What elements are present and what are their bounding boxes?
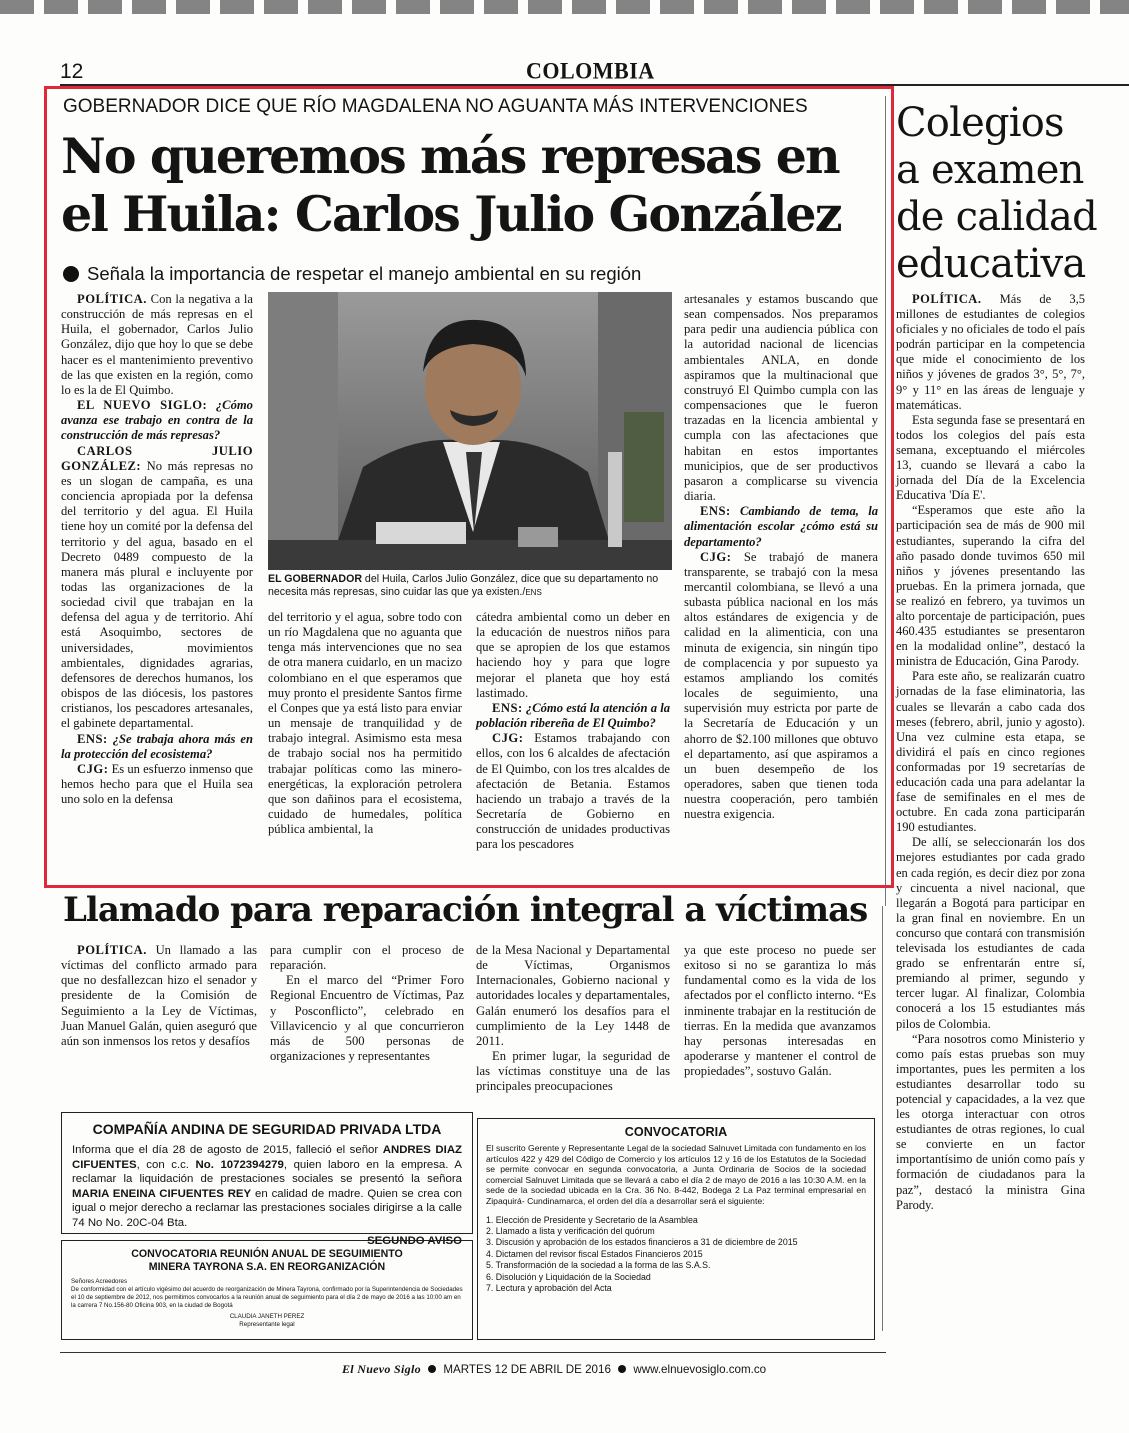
- page-footer: [342, 1362, 766, 1377]
- newspaper-logo: El Nuevo Siglo: [342, 1362, 421, 1376]
- question-text: ¿Cómo está la atención a la población ribereña de El Quimbo?: [476, 700, 670, 731]
- answer-speaker: CJG:: [77, 761, 109, 776]
- notice-title: CONVOCATORIA REUNIÓN ANUAL DE SEGUIMIENTO MINERA TAYRONA S.A. EN REORGANIZACIÓN: [131, 1248, 403, 1273]
- photo-portrait-icon: [268, 292, 672, 570]
- article-column-3: cátedra ambiental como un deber en la educación de nuestros niños para que se apropien de los que estamos haciendo hoy y para que logre mejorar el planeta que hoy está lastimado. ENS: ¿Cómo está la atención a la población ribereña de El Quimbo? CJG: Estamos trabajando con ellos, con los 6 alcaldes de afectación de El Quimbo, con los tres alcaldes de afectación de Betania. Estamos haciendo un trabajo a través de la Secretaría de Gobierno en construcción de unidades productivas para los pescadores: [476, 610, 670, 852]
- notice-signature: CLAUDIA JANETH PEREZ Representante legal: [229, 1313, 305, 1328]
- section-name: COLOMBIA: [526, 57, 655, 84]
- legal-notice-minera-tayrona: [61, 1240, 473, 1340]
- second-article-column-1: POLÍTICA. Un llamado a las víctimas del conflicto armado para que no desfallezcan hizo el senador y presidente de la Comisión de Seguimiento a la Ley de Víctimas, Juan Manuel Galán, quien aseguró que aún son inmensos los retos y desafíos: [61, 943, 257, 1048]
- list-item: 3. Discusión y aprobación de los estados financieros a 31 de diciembre de 2015: [486, 1237, 798, 1248]
- notice-greeting: Señores Acreedores: [71, 1278, 128, 1285]
- photo-caption: EL GOBERNADOR del Huila, Carlos Julio González, dice que su departamento no necesita más represas, sino cuidar las que ya existen./ENS: [268, 573, 659, 598]
- second-article-column-4: ya que este proceso no puede ser exitoso si no se garantiza lo más fundamental como es la vida de los afectados por el conflicto interno. “Es inminente trabajar en la restitución de tierras. En la medida que avanzamos hay personas interesadas en apoderarse y mantener el control de propiedades”, sostuvo Galán.: [684, 943, 876, 1079]
- notice-body: El suscrito Gerente y Representante Legal de la sociedad Salnuvet Limitada con fundamento en los artículos 422 y 429 del Código de Comercio y los artículos 12 y 16 de los Estatutos de la Sociedad se permite convocar en segunda convocatoria, a Junta Ordinaria de Socios de la sociedad comercial Salnuvet Limitada que se llevará a cabo el día 2 de mayo de 2016 a las 10:30 A.M. en la sede de la sociedad ubicada en la Cra. 36 No. 8-442, Bodega 2 La Paz terminal empresarial en Zipaquirá- Cundinamarca, el orden del día a desarrollar será el siguiente:: [486, 1143, 866, 1206]
- list-item: 7. Lectura y aprobación del Acta: [486, 1283, 612, 1293]
- list-item: 4. Dictamen del revisor fiscal Estados Financieros 2015: [486, 1248, 703, 1259]
- second-article-column-3: de la Mesa Nacional y Departamental de Víctimas, Organismos Internacionales, Gobierno nacional y autoridades locales y departamentales, Galán enumeró los desafíos para el cumplimiento de la Ley 1448 de 2011. En primer lugar, la seguridad de las víctimas constituye una de las principales preocupaciones: [476, 943, 670, 1094]
- question-speaker: ENS:: [77, 731, 108, 746]
- dateline: POLÍTICA.: [77, 943, 147, 957]
- second-article-headline: Llamado para reparación integral a víctimas: [63, 890, 868, 930]
- header-rule: [60, 84, 1129, 86]
- top-cropped-strip: [0, 0, 1129, 14]
- article-column-4: artesanales y estamos buscando que sean compensados. Nos preparamos para pedir una audiencia pública con la autoridad nacional de licencias ambientales ANLA, en donde aspiramos que la multinacional que construyó El Quimbo cumpla con las compensaciones que le fueron trazadas en la licencia ambiental y cumpla con las afectaciones que habitan en estos importantes municipios, que de ser productivos pasaron a complicarse su vivencia diaria. ENS: Cambiando de tema, la alimentación escolar ¿cómo está su departamento? CJG: Se trabajó de manera transparente, se trabajó con la mesa mercantil colombiana, se llevó a una subasta pública nacional en los más altos estándares de exigencia y de calidad en la alimenticia, con una minuta de exigencia, sin ningún tipo de complacencia y por supuesto ya estamos ampliando los comités locales de seguimiento, una supervisión muy estricta por parte de la Secretaría de Educación y un ahorro de $2.100 millones que obtuvo el departamento, así que aspiramos a un buen desempeño de los operadores, saben que tienen toda nuestra cooperación, pero también nuestra exigencia.: [684, 292, 878, 822]
- legal-notice-convocatoria: [477, 1118, 875, 1340]
- side-article-body: POLÍTICA. Más de 3,5 millones de estudiantes de colegios oficiales y no oficiales de todo el país podrán participar en la competencia que mide el conocimiento de los niños y jóvenes de grados 3°, 5°, 7°, 9° y 11° en las áreas de lenguaje y matemáticas. Esta segunda fase se presentará en todos los colegios del país esta semana, exceptuando el miércoles 13, cuando se llevará a cabo la jornada del Día de la Excelencia Educativa 'Día E'. “Esperamos que este año la participación sea de más de 900 mil estudiantes, superando la cifra del año pasado donde tuvimos 650 mil niños y jóvenes presentando las pruebas. En la primera jornada, que se realizó en febrero, ya tuvimos un alto porcentaje de participación, pues 460.435 estudiantes se presentaron en la modalidad online”, destacó la ministra de Educación, Gina Parody. Para este año, se realizarán cuatro jornadas de la fase eliminatoria, las cuales se llevarán a cabo cada dos meses (febrero, abril, junio y agosto). Una vez culmine esta etapa, se dividirá el país en cinco regiones conformadas por 19 secretarías de educación cada una para adelantar la fase de semifinales en el mes de octubre. En cada zona participarán 190 estudiantes. De allí, se seleccionarán los dos mejores estudiantes por cada grado en cada región, es decir diez por zona y cincuenta a nivel nacional, que llegarán a Bogotá para participar en la gran final en noviembre. En un concurso que contará con transmisión televisada los estudiantes de cada grado se enfrentarán entre sí, premiando al primer, segundo y tercer lugar. Al finalizar, Colombia conocerá a los 15 estudiantes más pilos de Colombia. “Para nosotros como Ministerio y como país estas pruebas son muy importantes, pues les permiten a los estudiantes desarrollar todo su potencial y capacidades, a la vez que les otorga interactuar con otros estudiantes de otras regiones, lo cual se convierte en un factor importantísimo de unión como país y formación de ciudadanos para la paz”, destacó la ministra Gina Parody.: [896, 292, 1085, 1212]
- question-speaker: ENS:: [492, 700, 523, 715]
- dateline: POLÍTICA.: [912, 292, 982, 306]
- bullet-icon: [63, 266, 79, 282]
- bullet-icon: [428, 1365, 436, 1373]
- list-item: 6. Disolución y Liquidación de la Sociedad: [486, 1271, 651, 1282]
- headline-line-1: No queremos más represas en: [61, 127, 839, 185]
- list-item: 5. Transformación de la sociedad a la forma de las S.A.S.: [486, 1260, 711, 1271]
- column-rule: [882, 906, 883, 1331]
- footer-date: MARTES 12 DE ABRIL DE 2016: [443, 1363, 611, 1376]
- footer-rule: [60, 1352, 886, 1353]
- question-text: ¿Cómo avanza ese trabajo en contra de la construcción de más represas?: [61, 398, 253, 443]
- answer-speaker: CARLOS JULIO GONZÁLEZ:: [61, 443, 253, 473]
- headline-line-2: el Huila: Carlos Julio González: [61, 185, 841, 243]
- question-speaker: EL NUEVO SIGLO:: [77, 398, 208, 413]
- article-column-2: del territorio y el agua, sobre todo con un río Magdalena que no aguanta que tenga más intervenciones que no sea de otra manera cuidarlo, en un macizo colombiano en el que esperamos que muy pronto el presidente Santos firme el Conpes que ya está listo para enviar un mensaje de tranquilidad y de trabajo integral. Asimismo esta mesa de trabajo social nos ha permitido trabajar políticas como las minero-energéticas, la exploración petrolera que son dañinos para el ecosistema, cuidado de humedales, política pública ambiental, la: [268, 610, 462, 837]
- question-text: Cambiando de tema, la alimentación escolar ¿cómo está su departamento?: [684, 504, 878, 549]
- notice-body: De conformidad con el artículo vigésimo del acuerdo de reorganización de Minera Tayrona, confirmado por la Superintendencia de Sociedades el 10 de septiembre de 2012, nos permitimos convocarlos a la reunión anual de seguimiento para el día 2 de mayo de 2016 a las 10:00 am en la carrera 7 No.156-80 Oficina 903, en la ciudad de Bogotá: [71, 1286, 463, 1309]
- dateline: POLÍTICA.: [77, 292, 147, 306]
- article-column-1: POLÍTICA. Con la negativa a la construcción de más represas en el Huila, el gobernador, Carlos Julio González, dijo que hoy lo que se debe hacer es el mantenimiento preventivo de las que existen en la región, como lo es la de El Quimbo. EL NUEVO SIGLO: ¿Cómo avanza ese trabajo en contra de la construcción de más represas? CARLOS JULIO GONZÁLEZ: No más represas no es un slogan de campaña, es una conciencia apropiada por la defensa del territorio y del agua. El Huila tiene hoy un comité por la defensa del territorio y del agua, basado en el Decreto 0489 compuesto de la manera más plural e incluyente por todas las organizaciones de la sociedad civil que trabajan en la defensa del agua y de territorio. Ahí está Asoquimbo, sectores de universidades, movimientos ambientales, dignidades agrarias, defensores de derechos humanos, los obispos de las diócesis, los pastores cristianos, los pescadores artesanales, el gabinete departamental. ENS: ¿Se trabaja ahora más en la protección del ecosistema? CJG: Es un esfuerzo inmenso que hemos hecho para que el Huila sea uno solo en la defensa: [61, 292, 253, 807]
- footer-url[interactable]: www.elnuevosiglo.com.co: [633, 1363, 767, 1376]
- article-kicker: GOBERNADOR DICE QUE RÍO MAGDALENA NO AGUANTA MÁS INTERVENCIONES: [63, 96, 808, 117]
- notice-title: COMPAÑÍA ANDINA DE SEGURIDAD PRIVADA LTDA: [92, 1121, 442, 1137]
- notice-signature: SEGUNDO AVISO: [367, 1234, 462, 1247]
- page-number: 12: [60, 60, 84, 83]
- list-item: 1. Elección de Presidente y Secretario de la Asamblea: [486, 1214, 698, 1225]
- bullet-icon: [618, 1365, 626, 1373]
- governor-photo: [268, 292, 672, 570]
- notice-body: Informa que el día 28 de agosto de 2015, falleció el señor ANDRES DIAZ CIFUENTES, con c.c. No. 1072394279, quien laboro en la empresa. A reclamar la liquidación de prestaciones sociales se presentó la señora MARIA ENEINA CIFUENTES REY en calidad de madre. Quien se crea con igual o mejor derecho a reclamar las prestaciones sociales dirigirse a la calle 74 No No. 20C-04 Bta.: [72, 1144, 462, 1229]
- legal-notice-compania-andina: [61, 1112, 473, 1247]
- answer-speaker: CJG:: [700, 549, 732, 564]
- agenda-list: [486, 1215, 866, 1295]
- answer-speaker: CJG:: [492, 731, 524, 746]
- column-rule: [885, 96, 886, 906]
- question-text: ¿Se trabaja ahora más en la protección del ecosistema?: [61, 731, 253, 761]
- notice-title: CONVOCATORIA: [624, 1125, 728, 1139]
- article-deck: [63, 263, 641, 285]
- list-item: 2. Llamado a lista y verificación del quórum: [486, 1225, 655, 1236]
- second-article-column-2: para cumplir con el proceso de reparación. En el marco del “Primer Foro Regional Encuentro de Víctimas, Paz y Posconflicto”, celebrado en Villavicencio y al que concurrieron más de 500 personas de organizaciones y representantes: [270, 943, 464, 1064]
- question-speaker: ENS:: [700, 504, 731, 519]
- deck-text: Señala la importancia de respetar el manejo ambiental en su región: [87, 263, 642, 284]
- article-headline: [61, 127, 881, 243]
- side-headline: Colegios a examen de calidad educativa: [896, 100, 1097, 287]
